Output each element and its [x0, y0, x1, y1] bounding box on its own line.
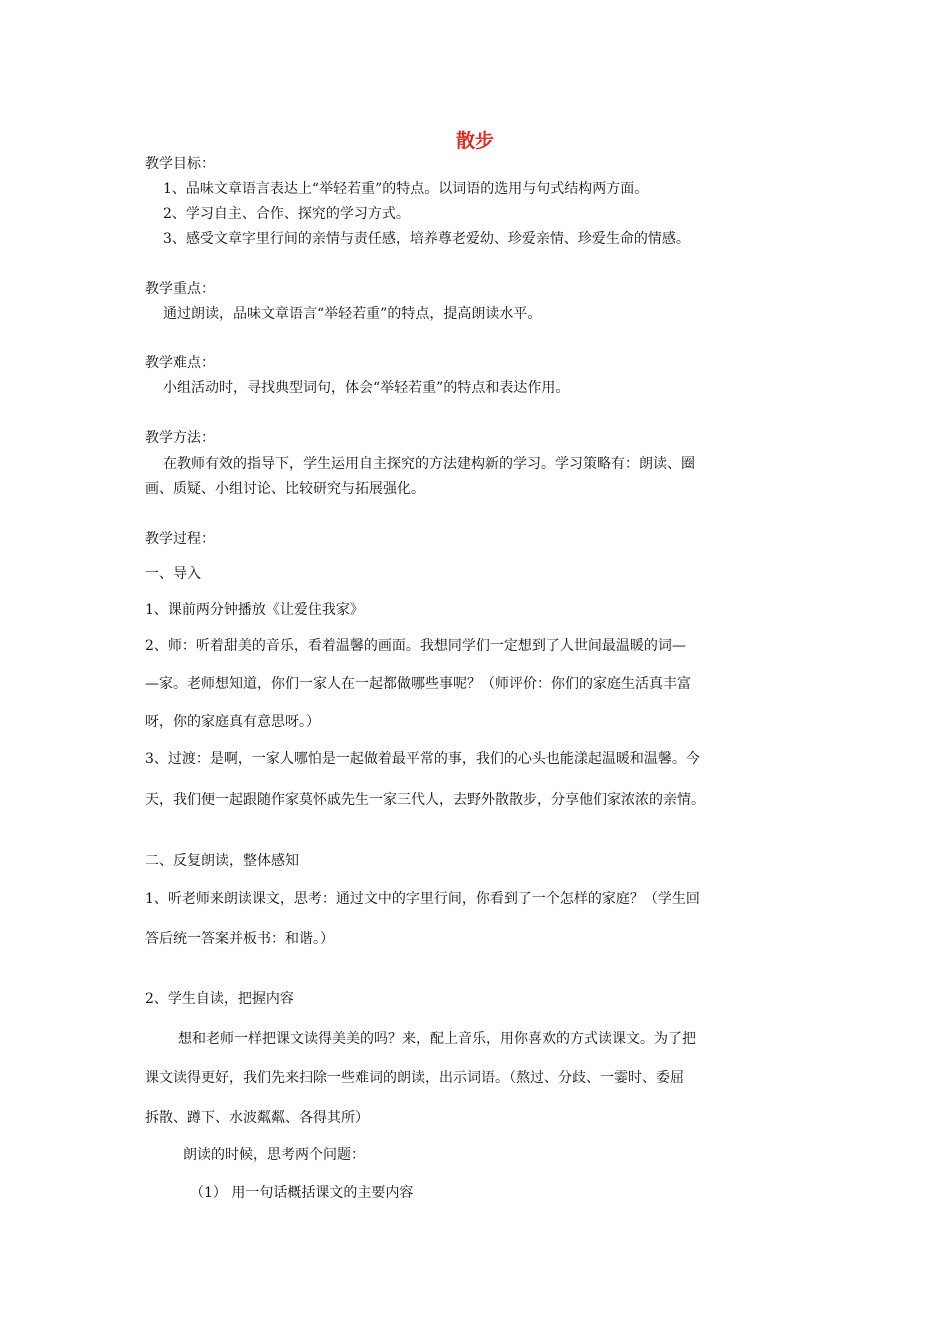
part2-line: 1、听老师来朗读课文，思考：通过文中的字里行间，你看到了一个怎样的家庭？（学生回 [145, 891, 700, 907]
difficulties-text: 小组活动时，寻找典型词句，体会“举轻若重”的特点和表达作用。 [163, 380, 570, 396]
part2-line: 答后统一答案并板书：和谐。） [145, 931, 334, 947]
objective-item: 2、学习自主、合作、探究的学习方式。 [163, 206, 410, 222]
methods-heading: 教学方法： [145, 430, 215, 446]
methods-text-line: 画、质疑、小组讨论、比较研究与拓展强化。 [145, 481, 425, 497]
part1-line: 呀，你的家庭真有意思呀。） [145, 714, 320, 730]
objective-item: 1、品味文章语言表达上“举轻若重”的特点。以词语的选用与句式结构两方面。 [163, 181, 649, 197]
part2-line: 想和老师一样把课文读得美美的吗？来，配上音乐，用你喜欢的方式读课文。为了把 [178, 1031, 696, 1047]
difficulties-heading: 教学难点： [145, 355, 215, 371]
part1-line: 3、过渡：是啊，一家人哪怕是一起做着最平常的事，我们的心头也能漾起温暖和温馨。今 [145, 751, 700, 767]
part1-line: —家。老师想知道，你们一家人在一起都做哪些事呢？（师评价：你们的家庭生活真丰富 [145, 676, 691, 692]
part2-line: 拆散、蹲下、水波粼粼、各得其所） [145, 1110, 369, 1126]
key-points-heading: 教学重点： [145, 281, 215, 297]
part2-line: 课文读得更好，我们先来扫除一些难词的朗读，出示词语。（熬过、分歧、一霎时、委屈 [145, 1070, 684, 1086]
part1-line: 1、课前两分钟播放《让爱住我家》 [145, 602, 364, 618]
methods-text-line: 在教师有效的指导下，学生运用自主探究的方法建构新的学习。学习策略有：朗读、圈 [163, 456, 695, 472]
part2-heading: 二、反复朗读，整体感知 [145, 853, 299, 869]
key-points-text: 通过朗读，品味文章语言“举轻若重”的特点，提高朗读水平。 [163, 306, 542, 322]
part1-line: 2、师：听着甜美的音乐，看着温馨的画面。我想同学们一定想到了人世间最温暖的词— [145, 638, 686, 654]
part2-line: （1） 用一句话概括课文的主要内容 [190, 1185, 414, 1201]
process-heading: 教学过程： [145, 531, 215, 547]
objectives-heading: 教学目标： [145, 156, 215, 172]
part1-heading: 一、导入 [145, 566, 201, 582]
part2-line: 朗读的时候，思考两个问题： [183, 1147, 365, 1163]
part2-line: 2、学生自读，把握内容 [145, 991, 294, 1007]
part1-line: 天，我们便一起跟随作家莫怀戚先生一家三代人，去野外散散步，分享他们家浓浓的亲情。 [145, 792, 705, 808]
document-title: 散步 [455, 130, 494, 152]
objective-item: 3、感受文章字里行间的亲情与责任感，培养尊老爱幼、珍爱亲情、珍爱生命的情感。 [163, 231, 690, 247]
